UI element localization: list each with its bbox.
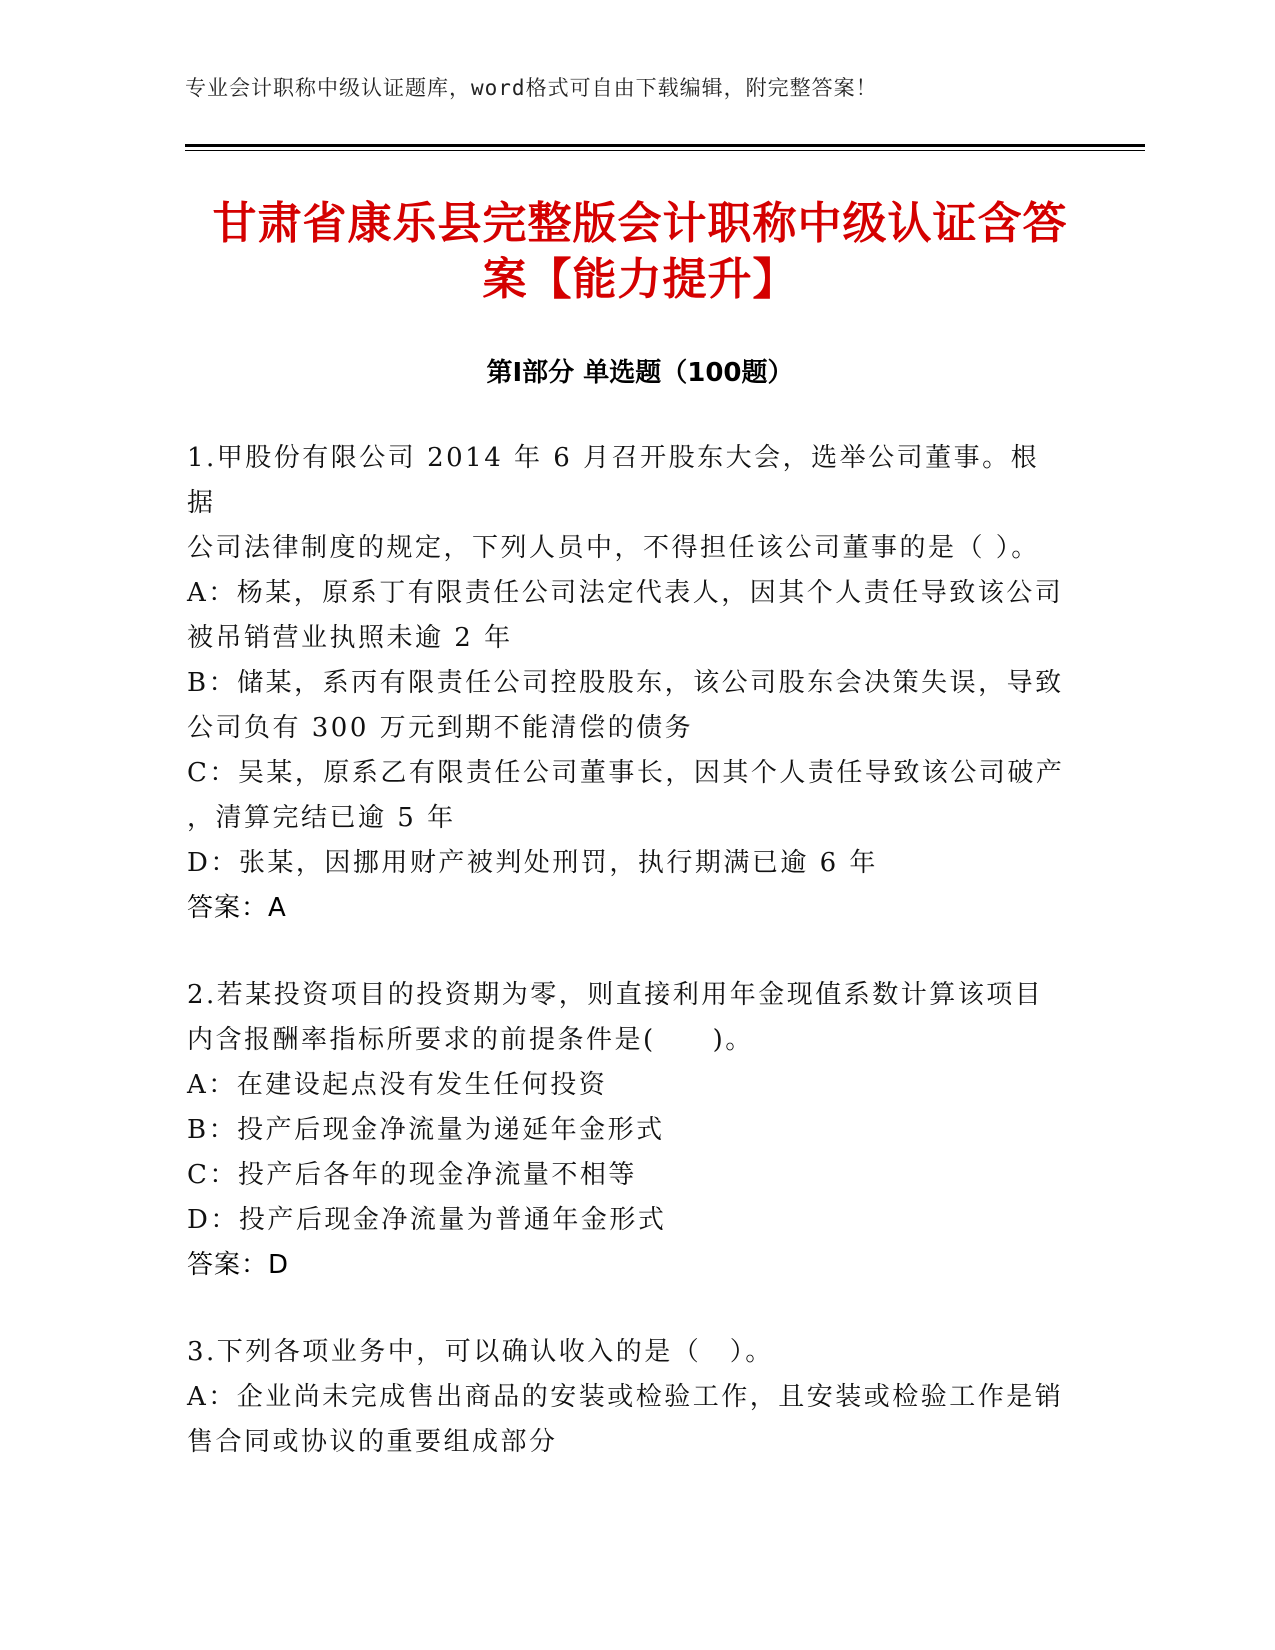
option-a: A：在建设起点没有发生任何投资 [187,1070,608,1100]
document-title-line: 甘肃省康乐县完整版会计职称中级认证含答 [212,198,1068,249]
option-b: B：投产后现金净流量为递延年金形式 [187,1115,665,1145]
question-3 [187,1330,1067,1465]
option-c: C：吴某，原系乙有限责任公司董事长，因其个人责任导致该公司破产 [187,758,1065,788]
option-a-cont: 售合同或协议的重要组成部分 [187,1427,558,1457]
option-a: A：企业尚未完成售出商品的安装或检验工作，且安装或检验工作是销 [187,1382,1064,1412]
question-1 [187,436,1067,931]
option-a-cont: 被吊销营业执照未逾 2 年 [187,623,513,653]
question-text-line: 内含报酬率指标所要求的前提条件是( )。 [187,1025,754,1055]
option-a: A：杨某，原系丁有限责任公司法定代表人，因其个人责任导致该公司 [187,578,1064,608]
question-text-line: 3.下列各项业务中，可以确认收入的是（ ）。 [187,1337,774,1367]
header-rule-thin [185,150,1145,151]
option-d: D：张某，因挪用财产被判处刑罚，执行期满已逾 6 年 [187,848,878,878]
header-rule-thick [185,144,1145,147]
question-2 [187,973,1067,1288]
option-d: D：投产后现金净流量为普通年金形式 [187,1205,667,1235]
document-title-line: 案【能力提升】 [482,254,798,305]
question-text-line: 公司法律制度的规定，下列人员中，不得担任该公司董事的是（ ）。 [187,533,1040,563]
document-title [160,196,1120,308]
question-list [187,436,1067,1507]
answer: 答案：A [187,893,287,923]
section-title: 第Ⅰ部分 单选题（100题） [486,358,794,388]
answer: 答案：D [187,1250,290,1280]
question-text-line: 1.甲股份有限公司 2014 年 6 月召开股东大会，选举公司董事。根据 [187,443,1040,518]
page-header: 专业会计职称中级认证题库，word格式可自由下载编辑，附完整答案！ [185,76,878,100]
option-c: C：投产后各年的现金净流量不相等 [187,1160,637,1190]
option-c-cont: ，清算完结已逾 5 年 [187,803,456,833]
question-text-line: 2.若某投资项目的投资期为零，则直接利用年金现值系数计算该项目 [187,980,1044,1010]
option-b: B：储某，系丙有限责任公司控股股东，该公司股东会决策失误，导致 [187,668,1064,698]
option-b-cont: 公司负有 300 万元到期不能清偿的债务 [187,713,694,743]
